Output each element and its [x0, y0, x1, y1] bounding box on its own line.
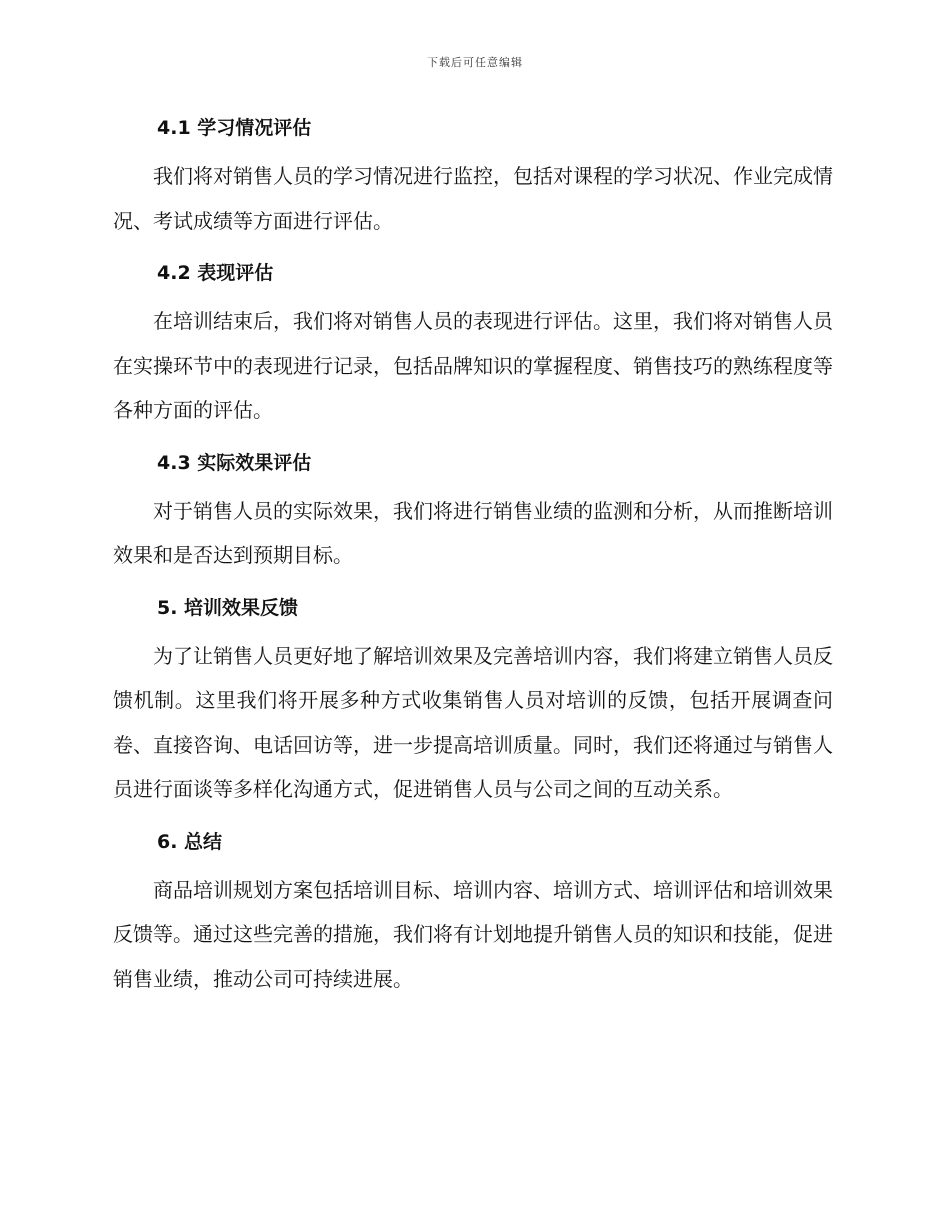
section-heading: 4.1 学习情况评估 — [157, 117, 312, 139]
section-paragraph: 为了让销售人员更好地了解培训效果及完善培训内容，我们将建立销售人员反馈机制。这里我们将开展多种方式收集销售人员对培训的反馈，包括开展调查问卷、直接咨询、电话回访等，进一步提高培训质量。同时，我们还将通过与销售人员进行面谈等多样化沟通方式，促进销售人员与公司之间的互动关系。 — [113, 643, 833, 801]
section-paragraph: 我们将对销售人员的学习情况进行监控，包括对课程的学习状况、作业完成情况、考试成绩等方面进行评估。 — [113, 164, 833, 233]
section-actual-effect-evaluation — [113, 443, 833, 588]
section-paragraph: 在培训结束后，我们将对销售人员的表现进行评估。这里，我们将对销售人员在实操环节中的表现进行记录，包括品牌知识的掌握程度、销售技巧的熟练程度等各种方面的评估。 — [113, 309, 833, 422]
section-paragraph: 对于销售人员的实际效果，我们将进行销售业绩的监测和分析，从而推断培训效果和是否达到预期目标。 — [113, 498, 833, 567]
document-body — [113, 108, 833, 1001]
section-performance-evaluation — [113, 253, 833, 443]
section-paragraph: 商品培训规划方案包括培训目标、培训内容、培训方式、培训评估和培训效果反馈等。通过这些完善的措施，我们将有计划地提升销售人员的知识和技能，促进销售业绩，推动公司可持续进展。 — [113, 877, 833, 991]
section-heading: 4.3 实际效果评估 — [157, 451, 312, 474]
section-learning-evaluation — [113, 108, 833, 253]
section-heading: 6. 总结 — [157, 830, 223, 853]
section-heading: 5. 培训效果反馈 — [157, 596, 299, 619]
page-header: 下载后可任意编辑 — [427, 56, 523, 69]
section-summary — [113, 822, 833, 1002]
section-heading: 4.2 表现评估 — [157, 262, 274, 284]
section-training-feedback — [113, 588, 833, 822]
